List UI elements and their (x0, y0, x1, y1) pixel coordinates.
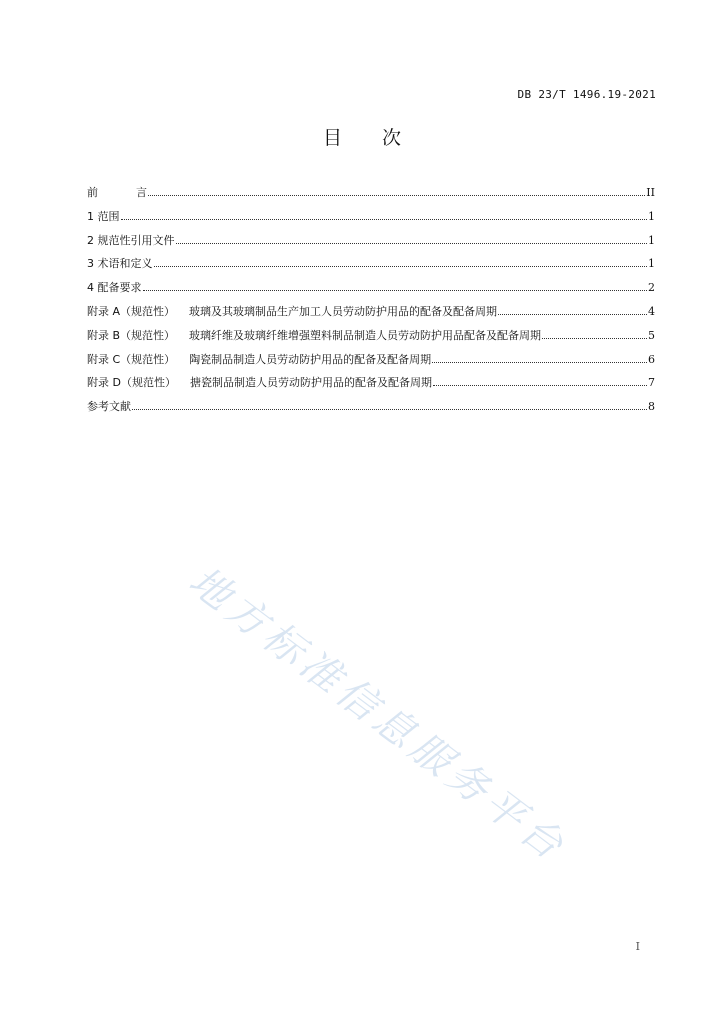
dot-leader (432, 362, 647, 363)
toc-entry-page: 1 (648, 209, 655, 223)
toc-entry-page: 6 (648, 352, 655, 366)
toc-appendix-name: 玻璃纤维及玻璃纤维增强塑料制品制造人员劳动防护用品配备及配备周期 (189, 328, 542, 342)
toc-entry-label-part-2: 言 (136, 186, 147, 199)
toc-entry-bibliography[interactable] (87, 398, 655, 422)
toc-appendix-tag: 附录 D（规范性） (87, 376, 176, 390)
toc-entry-label (87, 184, 147, 200)
toc-entry-terms-definitions[interactable] (87, 255, 655, 279)
dot-leader (498, 314, 647, 315)
dot-leader (154, 266, 648, 267)
dot-leader (143, 290, 648, 291)
toc-entry-page: 1 (648, 257, 655, 271)
toc-entry-page: II (646, 186, 655, 199)
toc-appendix-tag: 附录 A（规范性） (87, 304, 176, 318)
toc-entry-page: 8 (648, 400, 655, 414)
toc-entry-requirements[interactable] (87, 279, 655, 303)
dot-leader (148, 195, 645, 196)
toc-entry-label-part-1: 前 (87, 186, 98, 199)
toc-appendix-tag: 附录 B（规范性） (87, 328, 176, 342)
toc-entry-label: 3 术语和定义 (87, 257, 153, 271)
toc-appendix-tag: 附录 C（规范性） (87, 352, 176, 366)
toc-entry-appendix-a[interactable] (87, 303, 655, 327)
toc-title-char-2: 次 (382, 127, 402, 149)
dot-leader (433, 385, 647, 386)
toc-entry-foreword[interactable] (87, 184, 655, 208)
dot-leader (121, 219, 648, 220)
toc-entry-appendix-d[interactable] (87, 374, 655, 398)
toc-entry-page: 4 (648, 304, 655, 318)
toc-entry-appendix-c[interactable] (87, 351, 655, 375)
toc-entry-label: 参考文献 (87, 400, 131, 414)
toc-title-char-1: 目 (322, 127, 342, 149)
toc-entry-normative-references[interactable] (87, 232, 655, 256)
dot-leader (132, 409, 647, 410)
watermark: 地方标准信息服务平台 (180, 558, 576, 872)
dot-leader (542, 338, 647, 339)
toc-entry-label: 2 规范性引用文件 (87, 233, 175, 247)
toc-entry-label: 4 配备要求 (87, 281, 142, 295)
toc-entry-scope[interactable] (87, 208, 655, 232)
page-number: I (635, 940, 640, 953)
toc-appendix-name: 玻璃及其玻璃制品生产加工人员劳动防护用品的配备及配备周期 (189, 304, 498, 318)
toc-entry-page: 1 (648, 233, 655, 247)
toc-appendix-name: 搪瓷制品制造人员劳动防护用品的配备及配备周期 (189, 376, 432, 390)
toc-appendix-name: 陶瓷制品制造人员劳动防护用品的配备及配备周期 (189, 352, 432, 366)
toc-entry-appendix-b[interactable] (87, 327, 655, 351)
dot-leader (176, 243, 648, 244)
toc-entry-page: 2 (648, 281, 655, 295)
document-code: DB 23/T 1496.19-2021 (517, 88, 656, 101)
toc-list (87, 184, 655, 422)
toc-entry-label: 1 范围 (87, 209, 120, 223)
toc-title (0, 123, 724, 150)
toc-entry-page: 7 (648, 376, 655, 390)
toc-entry-page: 5 (648, 328, 655, 342)
